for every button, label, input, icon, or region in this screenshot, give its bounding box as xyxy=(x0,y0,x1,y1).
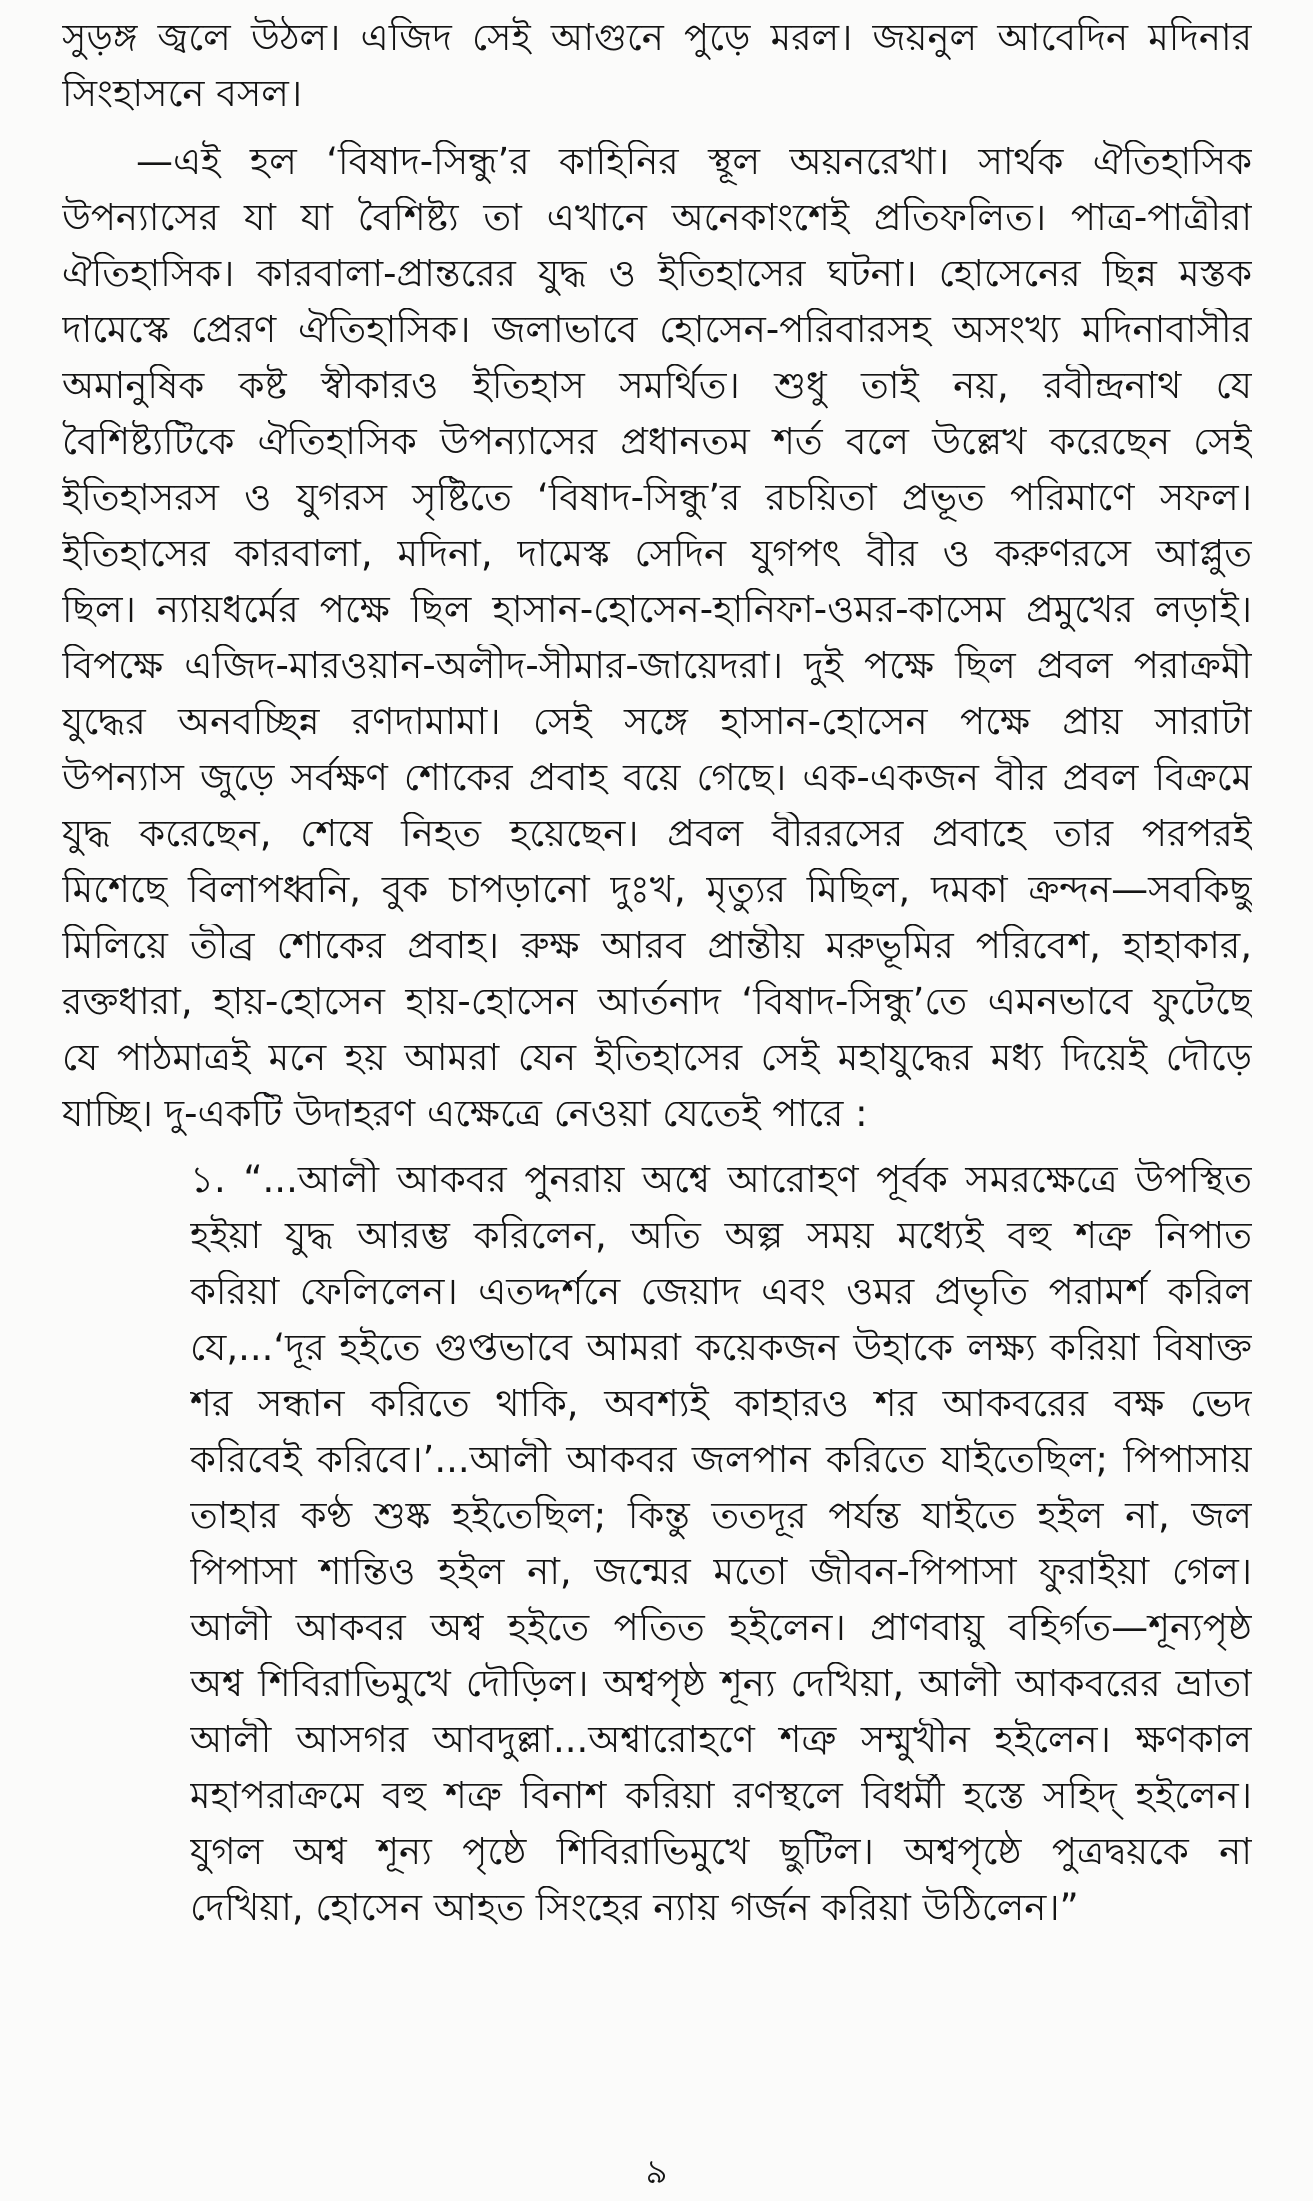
quote-line: তাহার কণ্ঠ শুষ্ক হইতেছিল; কিন্তু ততদূর পর্যন্ত যাইতে হইল না, জল xyxy=(190,1494,1252,1537)
quote-line: পিপাসা শান্তিও হইল না, জন্মের মতো জীবন-পিপাসা ফুরাইয়া গেল। xyxy=(190,1550,1252,1593)
quote-line: দেখিয়া, হোসেন আহত সিংহের ন্যায় গর্জন করিয়া উঠিলেন।” xyxy=(190,1886,1079,1929)
quote-line: যে,...‘দূর হইতে গুপ্তভাবে আমরা কয়েকজন উহাকে লক্ষ্য করিয়া বিষাক্ত xyxy=(190,1326,1252,1369)
text-line: মিলিয়ে তীব্র শোকের প্রবাহ। রুক্ষ আরব প্রান্তীয় মরুভূমির পরিবেশ, হাহাকার, xyxy=(62,924,1252,967)
text-line: বিপক্ষে এজিদ-মারওয়ান-অলীদ-সীমার-জায়েদরা। দুই পক্ষে ছিল প্রবল পরাক্রমী xyxy=(62,644,1252,687)
text-line: অমানুষিক কষ্ট স্বীকারও ইতিহাস সমর্থিত। শুধু তাই নয়, রবীন্দ্রনাথ যে xyxy=(62,364,1252,407)
quote-line: শর সন্ধান করিতে থাকি, অবশ্যই কাহারও শর আকবরের বক্ষ ভেদ xyxy=(190,1382,1252,1425)
text-line: মিশেছে বিলাপধ্বনি, বুক চাপড়ানো দুঃখ, মৃত্যুর মিছিল, দমকা ক্রন্দন—সবকিছু xyxy=(62,868,1252,911)
quote-line: হইয়া যুদ্ধ আরম্ভ করিলেন, অতি অল্প সময় মধ্যেই বহু শত্রু নিপাত xyxy=(190,1214,1252,1257)
text-line: দামেস্কে প্রেরণ ঐতিহাসিক। জলাভাবে হোসেন-পরিবারসহ অসংখ্য মদিনাবাসীর xyxy=(62,308,1252,351)
text-line: সুড়ঙ্গ জ্বলে উঠল। এজিদ সেই আগুনে পুড়ে মরল। জয়নুল আবেদিন মদিনার xyxy=(62,16,1252,59)
text-line: ইতিহাসের কারবালা, মদিনা, দামেস্ক সেদিন যুগপৎ বীর ও করুণরসে আপ্লুত xyxy=(62,532,1252,575)
text-line: ঐতিহাসিক। কারবালা-প্রান্তরের যুদ্ধ ও ইতিহাসের ঘটনা। হোসেনের ছিন্ন মস্তক xyxy=(62,252,1252,295)
quote-line: ১. “...আলী আকবর পুনরায় অশ্বে আরোহণ পূর্বক সমরক্ষেত্রে উপস্থিত xyxy=(190,1158,1252,1201)
text-line: ছিল। ন্যায়ধর্মের পক্ষে ছিল হাসান-হোসেন-হানিফা-ওমর-কাসেম প্রমুখের লড়াই। xyxy=(62,588,1252,631)
text-line: বৈশিষ্ট্যটিকে ঐতিহাসিক উপন্যাসের প্রধানতম শর্ত বলে উল্লেখ করেছেন সেই xyxy=(62,420,1252,463)
text-line: সিংহাসনে বসল। xyxy=(62,72,303,115)
quote-line: অশ্ব শিবিরাভিমুখে দৌড়িল। অশ্বপৃষ্ঠ শূন্য দেখিয়া, আলী আকবরের ভ্রাতা xyxy=(190,1662,1252,1705)
quote-line: করিয়া ফেলিলেন। এতদ্দর্শনে জেয়াদ এবং ওমর প্রভৃতি পরামর্শ করিল xyxy=(190,1270,1252,1313)
text-line: যে পাঠমাত্রই মনে হয় আমরা যেন ইতিহাসের সেই মহাযুদ্ধের মধ্য দিয়েই দৌড়ে xyxy=(62,1036,1252,1079)
quote-line: আলী আসগর আবদুল্লা...অশ্বারোহণে শত্রু সম্মুখীন হইলেন। ক্ষণকাল xyxy=(190,1718,1252,1761)
text-line: যাচ্ছি। দু-একটি উদাহরণ এক্ষেত্রে নেওয়া যেতেই পারে : xyxy=(62,1092,868,1135)
text-line: উপন্যাসের যা যা বৈশিষ্ট্য তা এখানে অনেকাংশেই প্রতিফলিত। পাত্র-পাত্রীরা xyxy=(62,196,1252,239)
text-line: যুদ্ধের অনবচ্ছিন্ন রণদামামা। সেই সঙ্গে হাসান-হোসেন পক্ষে প্রায় সারাটা xyxy=(62,700,1252,743)
text-line: উপন্যাস জুড়ে সর্বক্ষণ শোকের প্রবাহ বয়ে গেছে। এক-একজন বীর প্রবল বিক্রমে xyxy=(62,756,1252,799)
quote-line: যুগল অশ্ব শূন্য পৃষ্ঠে শিবিরাভিমুখে ছুটিল। অশ্বপৃষ্ঠে পুত্রদ্বয়কে না xyxy=(190,1830,1252,1873)
quote-line: মহাপরাক্রমে বহু শত্রু বিনাশ করিয়া রণস্থলে বিধর্মী হস্তে সহিদ্ হইলেন। xyxy=(190,1774,1252,1817)
quote-line: আলী আকবর অশ্ব হইতে পতিত হইলেন। প্রাণবায়ু বহির্গত—শূন্যপৃষ্ঠ xyxy=(190,1606,1252,1649)
text-line: ইতিহাসরস ও যুগরস সৃষ্টিতে ‘বিষাদ-সিন্ধু’র রচয়িতা প্রভূত পরিমাণে সফল। xyxy=(62,476,1252,519)
text-line: রক্তধারা, হায়-হোসেন হায়-হোসেন আর্তনাদ ‘বিষাদ-সিন্ধু’তে এমনভাবে ফুটেছে xyxy=(62,980,1252,1023)
page-number: ৯ xyxy=(645,2152,668,2192)
text-line: —এই হল ‘বিষাদ-সিন্ধু’র কাহিনির স্থূল অয়নরেখা। সার্থক ঐতিহাসিক xyxy=(136,140,1252,183)
text-line: যুদ্ধ করেছেন, শেষে নিহত হয়েছেন। প্রবল বীররসের প্রবাহে তার পরপরই xyxy=(62,812,1252,855)
quote-line: করিবেই করিবে।’...আলী আকবর জলপান করিতে যাইতেছিল; পিপাসায় xyxy=(190,1438,1252,1481)
